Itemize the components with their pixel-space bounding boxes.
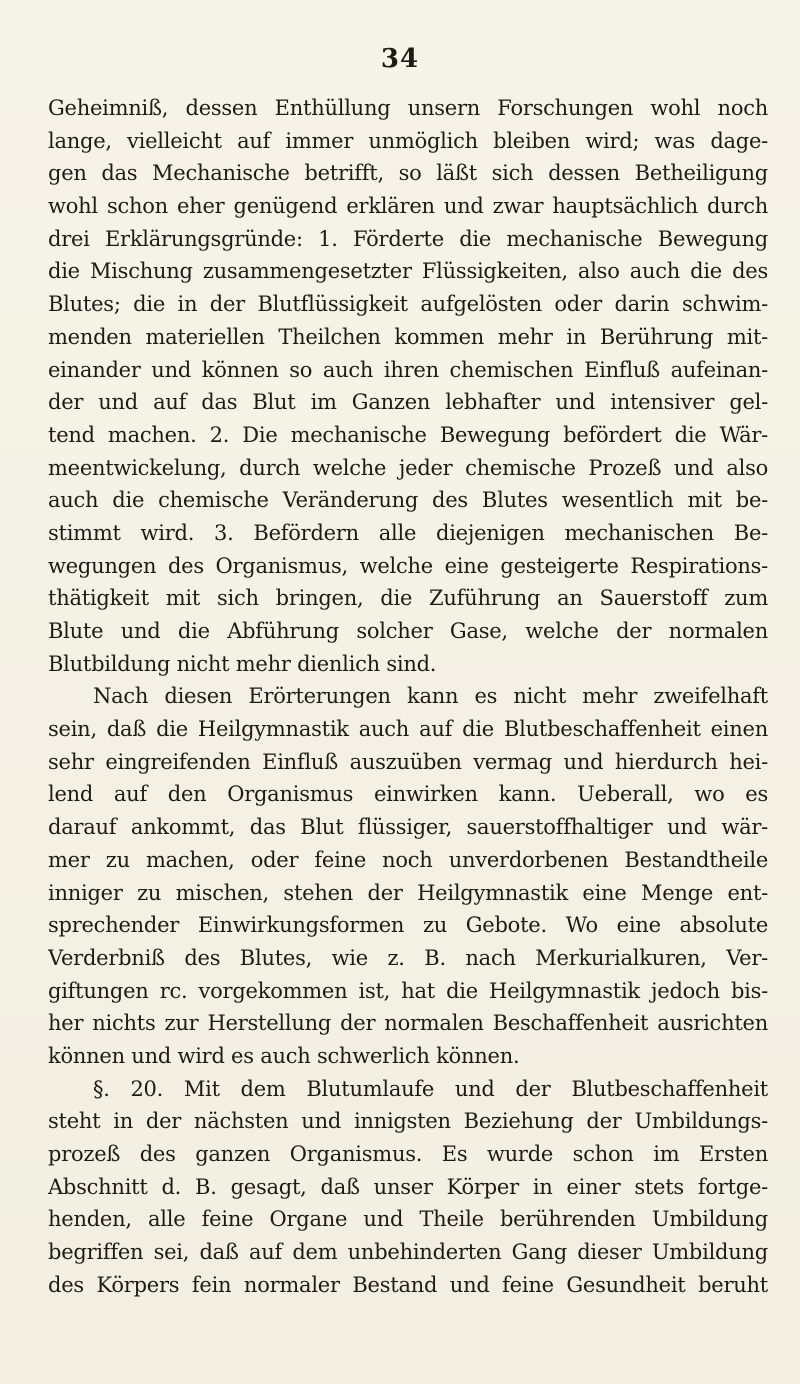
text-line: lange, vielleicht auf immer unmöglich bleiben wird; was dage- xyxy=(48,128,768,153)
text-line: Geheimniß, dessen Enthüllung unsern Forschungen wohl noch xyxy=(48,96,768,120)
paragraph-end-line: können und wird es auch schwerlich können. xyxy=(48,1043,520,1068)
text-line: einander und können so auch ihren chemischen Einfluß aufeinan- xyxy=(48,357,768,382)
text-line: Blutes; die in der Blutflüssigkeit aufgelösten oder darin schwim- xyxy=(48,292,768,317)
text-line: begriffen sei, daß auf dem unbehinderten Gang dieser Umbildung xyxy=(48,1240,768,1265)
text-line: gen das Mechanische betrifft, so läßt sich dessen Betheiligung xyxy=(48,161,768,186)
text-line: darauf ankommt, das Blut flüssiger, sauerstoffhaltiger und wär- xyxy=(48,815,768,840)
text-line: der und auf das Blut im Ganzen lebhafter und intensiver gel- xyxy=(48,390,768,415)
text-line: des Körpers fein normaler Bestand und feine Gesundheit beruht xyxy=(48,1272,768,1297)
text-line: stimmt wird. 3. Befördern alle diejenigen mechanischen Be- xyxy=(48,520,768,545)
text-line: lend auf den Organismus einwirken kann. Ueberall, wo es xyxy=(48,782,768,807)
text-line: inniger zu mischen, stehen der Heilgymnastik eine Menge ent- xyxy=(48,880,768,905)
body-text xyxy=(48,92,768,1301)
text-line: wohl schon eher genügend erklären und zwar hauptsächlich durch xyxy=(48,194,768,219)
paragraph-start-line: Nach diesen Erörterungen kann es nicht mehr zweifelhaft xyxy=(93,684,768,709)
text-line: steht in der nächsten und innigsten Beziehung der Umbildungs- xyxy=(48,1109,768,1134)
text-line: henden, alle feine Organe und Theile berührenden Umbildung xyxy=(48,1207,768,1232)
text-line: thätigkeit mit sich bringen, die Zuführung an Sauerstoff zum xyxy=(48,586,768,611)
text-line: sein, daß die Heilgymnastik auch auf die Blutbeschaffenheit einen xyxy=(48,717,768,742)
text-line: drei Erklärungsgründe: 1. Förderte die mechanische Bewegung xyxy=(48,226,768,251)
section-start-line: §. 20. Mit dem Blutumlaufe und der Blutbeschaffenheit xyxy=(93,1076,768,1101)
text-line: Blute und die Abführung solcher Gase, welche der normalen xyxy=(48,619,768,643)
text-line: die Mischung zusammengesetzter Flüssigkeiten, also auch die des xyxy=(48,259,768,284)
text-line: menden materiellen Theilchen kommen mehr in Berührung mit- xyxy=(48,324,768,349)
text-line: giftungen rc. vorgekommen ist, hat die Heilgymnastik jedoch bis- xyxy=(48,978,768,1003)
text-line: Abschnitt d. B. gesagt, daß unser Körper in einer stets fortge- xyxy=(48,1174,768,1199)
text-line: sprechender Einwirkungsformen zu Gebote. Wo eine absolute xyxy=(48,913,768,938)
text-line: sehr eingreifenden Einfluß auszuüben vermag und hierdurch hei- xyxy=(48,749,768,774)
text-line: mer zu machen, oder feine noch unverdorbenen Bestandtheile xyxy=(48,847,768,872)
text-line: auch die chemische Veränderung des Blutes wesentlich mit be- xyxy=(48,488,768,513)
text-line: tend machen. 2. Die mechanische Bewegung befördert die Wär- xyxy=(48,422,768,447)
text-line: meentwickelung, durch welche jeder chemische Prozeß und also xyxy=(48,455,768,480)
page-number: 34 xyxy=(380,44,420,74)
text-line: wegungen des Organismus, welche eine gesteigerte Respirations- xyxy=(48,553,768,578)
text-line: her nichts zur Herstellung der normalen Beschaffenheit ausrichten xyxy=(48,1011,768,1036)
text-line: Verderbniß des Blutes, wie z. B. nach Merkurialkuren, Ver- xyxy=(48,945,768,970)
text-line: prozeß des ganzen Organismus. Es wurde schon im Ersten xyxy=(48,1142,768,1166)
paragraph-end-line: Blutbildung nicht mehr dienlich sind. xyxy=(48,651,437,676)
